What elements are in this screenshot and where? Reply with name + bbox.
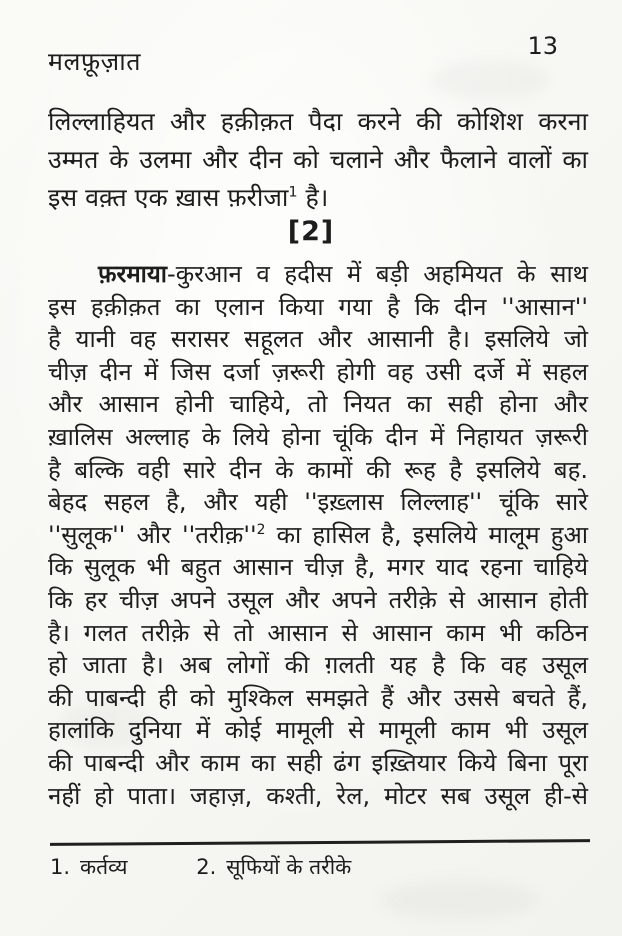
footnote-marker: 1. (50, 855, 71, 879)
footnote-marker: 2. (196, 855, 217, 879)
text-line: लिल्लाहियत और हक़ीक़त पैदा करने की कोशिश करना (48, 107, 588, 136)
intro-paragraph (48, 103, 588, 217)
text-line: नहीं हो पाता। जहाज़, कश्ती, रेल, मोटर सब उसूल ही-से (48, 781, 588, 810)
scan-smudge (380, 880, 540, 920)
text-line: फ़रमाया-कुरआन व हदीस में बड़ी अहमियत के साथ (98, 260, 588, 288)
footnotes-row (50, 852, 590, 882)
text-line: इस वक़्त एक ख़ास फ़रीजा$^1$ है। (48, 183, 329, 212)
body-paragraph (48, 258, 588, 812)
text-line: है। गलत तरीक़े से तो आसान से आसान काम भी कठिन (48, 618, 588, 647)
footnote-divider (50, 839, 590, 845)
footnote-item (50, 852, 128, 882)
text-line: हालांकि दुनिया में कोई मामूली से मामूली काम भी उसूल (48, 716, 588, 745)
section-heading: [2] (287, 216, 335, 247)
footnote-reference: 1 (288, 184, 298, 201)
text-line: की पाबन्दी ही को मुश्किल समझते हैं और उससे बचते हैं, (48, 683, 588, 712)
text-line: कि हर चीज़ अपने उसूल और अपने तरीक़े से आसान होती (48, 585, 588, 614)
text-line: बेहद सहल है, और यही ''इख़्लास लिल्लाह'' चूंकि सारे (48, 488, 588, 517)
text-line: और आसान होनी चाहिये, तो नियत का सही होना और (48, 390, 588, 419)
scan-smudge (430, 60, 550, 100)
text-line: है बल्कि वही सारे दीन के कामों की रूह है इसलिये बह. (48, 455, 588, 484)
running-title: मलफ़ूज़ात (48, 47, 141, 76)
text-line: कि सुलूक भी बहुत आसान चीज़ है, मगर याद रहना चाहिये (48, 553, 588, 582)
text-line: ''सुलूक'' और ''$तरीक़''^2$ का हासिल है, इसलिये मालूम हुआ (48, 520, 588, 549)
text-line: की पाबन्दी और काम का सही ढंग इख़्तियार किये बिना पूरा (48, 748, 588, 777)
text-line: चीज़ दीन में जिस दर्जा ज़रूरी होगी वह उसी दर्जे में सहल (48, 357, 588, 386)
text-line: है यानी वह सरासर सहूलत और आसानी है। इसलिये जो (48, 325, 588, 354)
text-line: हो जाता है। अब लोगों की ग़लती यह है कि वह उसूल (48, 651, 588, 680)
footnote-reference: 2 (256, 521, 266, 538)
footnote-item (196, 852, 351, 882)
text-line: उम्मत के उलमा और दीन को चलाने और फैलाने वालों का (48, 145, 588, 174)
page-number: 13 (527, 32, 558, 60)
text-line: इस हक़ीक़त का एलान किया गया है कि दीन ''आसान'' (48, 292, 588, 321)
footnote-text: सूफियों के तरीके (226, 855, 352, 879)
footnote-text: कर्तव्य (80, 855, 128, 879)
text-line: ख़ालिस अल्लाह के लिये होना चूंकि दीन में निहायत ज़रूरी (48, 422, 588, 451)
